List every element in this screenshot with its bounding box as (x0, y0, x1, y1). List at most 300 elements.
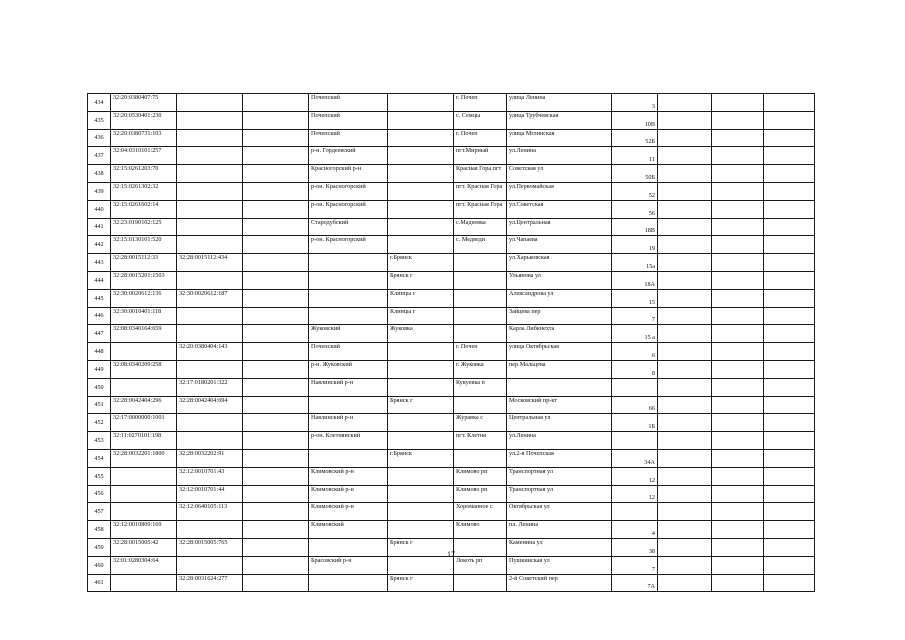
cell-house-number: 6 (612, 343, 658, 361)
cell-district (309, 271, 388, 289)
cell-district: Навлинский р-н (309, 414, 388, 432)
table-row (88, 574, 815, 592)
cell-empty (658, 343, 712, 361)
cell-empty (712, 307, 764, 325)
cell-previous-cadastral-number: 32:28:0042404:694 (177, 396, 243, 414)
cell-settlement: пгт. Клетня (454, 432, 507, 450)
table-row (88, 147, 815, 165)
cell-empty (243, 414, 309, 432)
cell-previous-cadastral-number (177, 236, 243, 254)
cell-empty (658, 307, 712, 325)
cell-city: Жуковка (388, 325, 454, 343)
cell-district (309, 449, 388, 467)
cell-cadastral-number: 32:23:0190102:125 (111, 218, 177, 236)
cell-row-number: 453 (88, 432, 111, 450)
cell-empty (243, 574, 309, 592)
cell-empty (658, 111, 712, 129)
table-row (88, 485, 815, 503)
cell-city: Брянск г (388, 396, 454, 414)
cell-district (309, 254, 388, 272)
cell-cadastral-number: 32:15:0261602:14 (111, 200, 177, 218)
cell-empty (764, 343, 815, 361)
table-row (88, 503, 815, 521)
cell-empty (712, 449, 764, 467)
cell-empty (658, 271, 712, 289)
cell-house-number: 52 (612, 182, 658, 200)
cell-empty (712, 521, 764, 539)
cell-row-number: 457 (88, 503, 111, 521)
cell-district: Брасовский р-н (309, 556, 388, 574)
cell-city (388, 236, 454, 254)
cell-district: р-он. Красногорский (309, 236, 388, 254)
table-row (88, 396, 815, 414)
cell-empty (243, 165, 309, 183)
cell-empty (712, 129, 764, 147)
cell-house-number: 38 (612, 538, 658, 556)
cell-row-number: 454 (88, 449, 111, 467)
cell-empty (764, 307, 815, 325)
cell-cadastral-number: 32:20:0530401:230 (111, 111, 177, 129)
cell-empty (712, 147, 764, 165)
cell-house-number (612, 503, 658, 521)
cell-street: Октябрьская ул (507, 503, 612, 521)
cell-previous-cadastral-number: 32:12:0640105:113 (177, 503, 243, 521)
cell-settlement: г. Почеп (454, 343, 507, 361)
cell-previous-cadastral-number (177, 111, 243, 129)
cell-district: р-он. Клетнянский (309, 432, 388, 450)
cell-empty (243, 503, 309, 521)
cell-city (388, 165, 454, 183)
cell-house-number: 34А (612, 449, 658, 467)
cell-empty (658, 360, 712, 378)
cell-city (388, 360, 454, 378)
cell-empty (764, 200, 815, 218)
cell-house-number: 1Б (612, 414, 658, 432)
cell-empty (658, 414, 712, 432)
cell-previous-cadastral-number: 32:28:0031624:277 (177, 574, 243, 592)
cell-house-number (612, 378, 658, 396)
cell-district: Климовский р-н (309, 503, 388, 521)
cell-previous-cadastral-number: 32:12:0010701:43 (177, 467, 243, 485)
cell-street: Транспортная ул (507, 467, 612, 485)
cell-previous-cadastral-number (177, 325, 243, 343)
cell-district: Климовский р-н (309, 467, 388, 485)
cell-empty (764, 236, 815, 254)
cell-empty (243, 147, 309, 165)
cell-empty (658, 147, 712, 165)
cell-previous-cadastral-number (177, 147, 243, 165)
cell-row-number: 435 (88, 111, 111, 129)
cell-empty (658, 574, 712, 592)
table-row (88, 182, 815, 200)
cell-empty (658, 396, 712, 414)
cell-district: Стародубский (309, 218, 388, 236)
cell-row-number: 443 (88, 254, 111, 272)
cell-empty (764, 556, 815, 574)
cell-empty (658, 325, 712, 343)
cell-district: Красногорский р-н (309, 165, 388, 183)
cell-settlement: Климово (454, 521, 507, 539)
cell-street: Центральная ул (507, 414, 612, 432)
cell-row-number: 450 (88, 378, 111, 396)
cell-street: пл. Ленина (507, 521, 612, 539)
cell-cadastral-number: 32:20:0380407:75 (111, 94, 177, 112)
cell-empty (712, 414, 764, 432)
cell-street: ул.Первомайская (507, 182, 612, 200)
cell-cadastral-number (111, 574, 177, 592)
cell-city (388, 467, 454, 485)
cell-empty (712, 182, 764, 200)
cell-empty (712, 94, 764, 112)
cell-empty (764, 254, 815, 272)
cell-cadastral-number: 32:20:0380731:103 (111, 129, 177, 147)
cell-city (388, 182, 454, 200)
cell-settlement: с. Медведи (454, 236, 507, 254)
cell-empty (243, 556, 309, 574)
cell-empty (243, 289, 309, 307)
cell-city (388, 432, 454, 450)
cell-empty (658, 503, 712, 521)
table-row (88, 449, 815, 467)
cell-empty (658, 236, 712, 254)
cell-empty (712, 165, 764, 183)
cell-street: пер.Мальцева (507, 360, 612, 378)
cell-city (388, 414, 454, 432)
cell-district: р-н. Гордеевский (309, 147, 388, 165)
cell-district: Почепский (309, 129, 388, 147)
cell-empty (712, 254, 764, 272)
cell-empty (764, 182, 815, 200)
cell-empty (712, 556, 764, 574)
cell-empty (764, 218, 815, 236)
cell-empty (712, 360, 764, 378)
cell-district: р-он. Красногорский (309, 200, 388, 218)
cell-house-number: 50Б (612, 165, 658, 183)
cell-previous-cadastral-number (177, 556, 243, 574)
cell-empty (764, 378, 815, 396)
cell-district: Климовский (309, 521, 388, 539)
cell-previous-cadastral-number (177, 271, 243, 289)
cell-previous-cadastral-number (177, 360, 243, 378)
cell-empty (712, 271, 764, 289)
cell-empty (764, 271, 815, 289)
cell-previous-cadastral-number (177, 218, 243, 236)
cell-previous-cadastral-number (177, 521, 243, 539)
cell-previous-cadastral-number: 32:17:0180201:322 (177, 378, 243, 396)
cell-empty (658, 432, 712, 450)
cell-row-number: 446 (88, 307, 111, 325)
cell-empty (764, 147, 815, 165)
cell-empty (764, 574, 815, 592)
cell-house-number: 8 (612, 360, 658, 378)
cell-city (388, 343, 454, 361)
cell-cadastral-number: 32:15:0261302:32 (111, 182, 177, 200)
cell-row-number: 448 (88, 343, 111, 361)
cell-house-number: 66 (612, 396, 658, 414)
cell-settlement: Локоть рп (454, 556, 507, 574)
cell-empty (712, 574, 764, 592)
cell-empty (764, 432, 815, 450)
cell-empty (712, 111, 764, 129)
address-table (87, 93, 815, 592)
cell-empty (712, 378, 764, 396)
cell-empty (764, 467, 815, 485)
cell-district: Почепский (309, 94, 388, 112)
table-row (88, 521, 815, 539)
table-row (88, 360, 815, 378)
cell-row-number: 442 (88, 236, 111, 254)
cell-street: Московский пр-кт (507, 396, 612, 414)
cell-district: Навлинский р-н (309, 378, 388, 396)
cell-previous-cadastral-number (177, 94, 243, 112)
cell-city (388, 147, 454, 165)
cell-cadastral-number: 32:04:0310101:257 (111, 147, 177, 165)
cell-settlement (454, 289, 507, 307)
table-row (88, 165, 815, 183)
cell-district (309, 574, 388, 592)
cell-street: 2-й Советский пер (507, 574, 612, 592)
cell-district (309, 538, 388, 556)
cell-row-number: 451 (88, 396, 111, 414)
cell-house-number: 15а (612, 254, 658, 272)
page-number: 17 (447, 550, 455, 559)
cell-empty (658, 289, 712, 307)
cell-house-number: 12 (612, 467, 658, 485)
cell-street: ул.Центральная (507, 218, 612, 236)
cell-cadastral-number: 32:11:0270101:198 (111, 432, 177, 450)
cell-empty (658, 485, 712, 503)
cell-cadastral-number: 32:28:0032201:1800 (111, 449, 177, 467)
table-row (88, 467, 815, 485)
cell-house-number: 52Б (612, 129, 658, 147)
cell-empty (764, 94, 815, 112)
cell-cadastral-number: 32:28:0015201:1503 (111, 271, 177, 289)
cell-previous-cadastral-number: 32:28:0032202:91 (177, 449, 243, 467)
cell-house-number: 7 (612, 307, 658, 325)
cell-street: ул.Ленина (507, 147, 612, 165)
cell-cadastral-number: 32:15:0130101:520 (111, 236, 177, 254)
cell-street: ул.Харьковская (507, 254, 612, 272)
cell-row-number: 449 (88, 360, 111, 378)
cell-empty (243, 218, 309, 236)
cell-city: г.Брянск (388, 254, 454, 272)
cell-cadastral-number: 32:28:0015005:42 (111, 538, 177, 556)
cell-settlement: Кукуевка п (454, 378, 507, 396)
cell-street: Транспортная ул (507, 485, 612, 503)
cell-settlement: с. Семцы (454, 111, 507, 129)
table-row (88, 289, 815, 307)
cell-city: Брянск г (388, 538, 454, 556)
cell-empty (243, 467, 309, 485)
cell-district: Климовский р-н (309, 485, 388, 503)
cell-empty (712, 432, 764, 450)
cell-city (388, 378, 454, 396)
cell-cadastral-number: 32:12:0010809:169 (111, 521, 177, 539)
cell-empty (658, 556, 712, 574)
cell-district: р-н. Жуковский (309, 360, 388, 378)
cell-empty (712, 218, 764, 236)
cell-row-number: 458 (88, 521, 111, 539)
cell-previous-cadastral-number (177, 414, 243, 432)
cell-street: ул.2-я Почепская (507, 449, 612, 467)
cell-empty (658, 467, 712, 485)
cell-previous-cadastral-number (177, 307, 243, 325)
cell-street (507, 378, 612, 396)
cell-empty (658, 378, 712, 396)
cell-settlement: пгт.Мирный (454, 147, 507, 165)
cell-empty (764, 503, 815, 521)
cell-settlement (454, 538, 507, 556)
cell-row-number: 445 (88, 289, 111, 307)
cell-empty (658, 200, 712, 218)
cell-empty (712, 200, 764, 218)
cell-empty (658, 165, 712, 183)
cell-empty (243, 111, 309, 129)
cell-row-number: 461 (88, 574, 111, 592)
cell-empty (764, 449, 815, 467)
cell-cadastral-number: 32:15:0261203:70 (111, 165, 177, 183)
cell-district (309, 307, 388, 325)
cell-settlement (454, 254, 507, 272)
cell-street: Александрова ул (507, 289, 612, 307)
cell-settlement: г. Жуковка (454, 360, 507, 378)
table-row (88, 307, 815, 325)
cell-house-number: 19 (612, 236, 658, 254)
cell-house-number: 18А (612, 271, 658, 289)
cell-empty (243, 254, 309, 272)
cell-street: Советская ул (507, 165, 612, 183)
cell-row-number: 434 (88, 94, 111, 112)
cell-house-number: 11 (612, 147, 658, 165)
cell-empty (764, 414, 815, 432)
cell-previous-cadastral-number (177, 432, 243, 450)
cell-house-number: 15 а (612, 325, 658, 343)
cell-house-number: 56 (612, 200, 658, 218)
cell-empty (243, 343, 309, 361)
cell-cadastral-number (111, 467, 177, 485)
cell-previous-cadastral-number: 32:20:0380404:143 (177, 343, 243, 361)
cell-cadastral-number: 32:08:0340164:659 (111, 325, 177, 343)
cell-district: Почепский (309, 111, 388, 129)
cell-house-number (612, 432, 658, 450)
table-row (88, 271, 815, 289)
table-row (88, 218, 815, 236)
cell-empty (764, 360, 815, 378)
cell-empty (243, 129, 309, 147)
cell-settlement: Климово рп (454, 467, 507, 485)
table-row (88, 414, 815, 432)
cell-street: Карла Либкнехта (507, 325, 612, 343)
cell-city: Брянск г (388, 574, 454, 592)
cell-city: Клинцы г (388, 307, 454, 325)
table-row (88, 111, 815, 129)
cell-empty (243, 538, 309, 556)
cell-district (309, 396, 388, 414)
cell-empty (243, 94, 309, 112)
cell-district: р-он. Красногорский (309, 182, 388, 200)
cell-cadastral-number: 32:01:0280304:64 (111, 556, 177, 574)
cell-previous-cadastral-number: 32:12:0010701:44 (177, 485, 243, 503)
cell-empty (658, 94, 712, 112)
cell-street: Зайцева пер (507, 307, 612, 325)
cell-house-number: 4 (612, 521, 658, 539)
cell-cadastral-number (111, 343, 177, 361)
cell-house-number: 3 (612, 94, 658, 112)
cell-settlement: пгт. Красная Гора (454, 200, 507, 218)
cell-cadastral-number: 32:28:0015112:33 (111, 254, 177, 272)
cell-row-number: 459 (88, 538, 111, 556)
table-row (88, 343, 815, 361)
cell-settlement (454, 307, 507, 325)
cell-city (388, 521, 454, 539)
cell-city (388, 503, 454, 521)
cell-street: ул.Чапаева (507, 236, 612, 254)
cell-street: улица Трубчевская (507, 111, 612, 129)
cell-row-number: 437 (88, 147, 111, 165)
cell-empty (243, 325, 309, 343)
cell-cadastral-number: 32:30:0020612:136 (111, 289, 177, 307)
cell-row-number: 436 (88, 129, 111, 147)
cell-settlement: Хороманное с (454, 503, 507, 521)
cell-empty (243, 396, 309, 414)
cell-empty (764, 129, 815, 147)
cell-settlement: Климово рп (454, 485, 507, 503)
cell-empty (243, 378, 309, 396)
cell-settlement (454, 449, 507, 467)
table-row (88, 325, 815, 343)
cell-empty (764, 289, 815, 307)
cell-city (388, 94, 454, 112)
cell-empty (764, 521, 815, 539)
cell-house-number: 7 (612, 556, 658, 574)
cell-empty (658, 538, 712, 556)
cell-empty (243, 449, 309, 467)
table-body (88, 94, 815, 592)
cell-cadastral-number (111, 485, 177, 503)
cell-empty (658, 254, 712, 272)
cell-settlement (454, 325, 507, 343)
cell-row-number: 447 (88, 325, 111, 343)
cell-empty (243, 236, 309, 254)
table-row (88, 129, 815, 147)
cell-empty (712, 467, 764, 485)
cell-empty (712, 503, 764, 521)
cell-street: ул.Ленина (507, 432, 612, 450)
cell-empty (658, 218, 712, 236)
cell-street: улица Мглинская (507, 129, 612, 147)
cell-settlement (454, 396, 507, 414)
cell-empty (243, 200, 309, 218)
cell-district: Жуковский (309, 325, 388, 343)
cell-empty (712, 236, 764, 254)
cell-empty (243, 521, 309, 539)
cell-empty (243, 360, 309, 378)
cell-cadastral-number: 32:28:0042404:296 (111, 396, 177, 414)
cell-row-number: 440 (88, 200, 111, 218)
cell-empty (658, 521, 712, 539)
cell-settlement: г. Почеп (454, 94, 507, 112)
cell-empty (712, 538, 764, 556)
cell-settlement: с.Мадеевка (454, 218, 507, 236)
cell-house-number: 12 (612, 485, 658, 503)
cell-empty (243, 271, 309, 289)
cell-settlement: г. Почеп (454, 129, 507, 147)
cell-empty (712, 396, 764, 414)
cell-city (388, 111, 454, 129)
table-row (88, 254, 815, 272)
cell-row-number: 455 (88, 467, 111, 485)
cell-district: Почепский (309, 343, 388, 361)
